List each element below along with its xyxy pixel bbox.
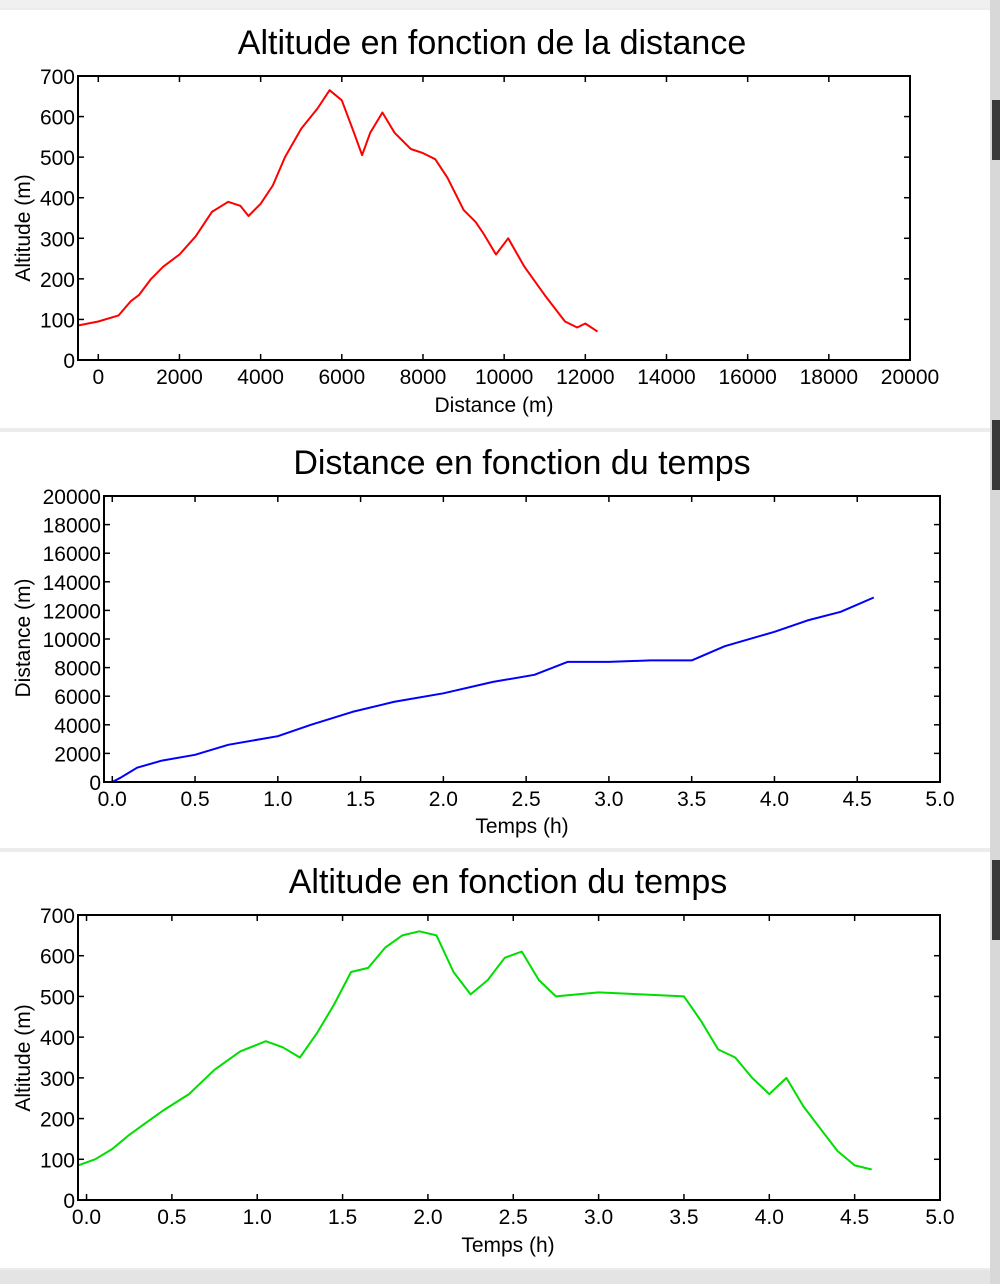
y-tick-label: 200 xyxy=(39,1108,75,1132)
x-tick-label: 2.0 xyxy=(413,1206,443,1229)
y-tick-label: 0 xyxy=(63,1190,75,1213)
chart-panel-altitude-distance xyxy=(0,10,990,428)
plot-frame xyxy=(104,496,940,782)
x-tick-label: 4.5 xyxy=(842,788,872,811)
x-tick-label: 3.0 xyxy=(584,1206,614,1229)
y-tick-label: 18000 xyxy=(42,514,101,538)
top-strip xyxy=(0,0,1000,8)
y-tick-label: 400 xyxy=(39,187,75,211)
plot-frame xyxy=(78,76,910,360)
y-tick-label: 100 xyxy=(39,1149,75,1173)
series-line-altitude xyxy=(78,931,872,1169)
x-tick-label: 0 xyxy=(92,366,105,389)
chart-title: Altitude en fonction du temps xyxy=(288,863,728,901)
scrollbar-segment xyxy=(992,860,1000,940)
x-tick-label: 0.5 xyxy=(180,788,210,811)
x-tick-label: 2000 xyxy=(156,366,203,389)
x-tick-label: 4.0 xyxy=(754,1206,784,1229)
x-tick-label: 1.5 xyxy=(327,1206,358,1229)
bottom-strip xyxy=(0,1270,990,1284)
y-axis-label: Altitude (m) xyxy=(12,1004,35,1112)
x-tick-label: 3.5 xyxy=(669,1206,699,1229)
y-tick-label: 20000 xyxy=(42,486,101,509)
y-tick-label: 10000 xyxy=(42,629,101,652)
x-tick-label: 0.5 xyxy=(157,1206,187,1229)
chart-altitude-time xyxy=(0,852,990,1272)
x-tick-label: 0.0 xyxy=(97,788,127,811)
x-axis-label: Temps (h) xyxy=(461,1234,555,1257)
y-tick-label: 600 xyxy=(39,945,75,969)
x-tick-label: 3.0 xyxy=(594,788,624,811)
x-tick-label: 12000 xyxy=(556,366,615,389)
x-tick-label: 1.0 xyxy=(242,1206,272,1229)
series-line-altitude xyxy=(78,90,598,331)
chart-panel-distance-time xyxy=(0,432,990,848)
chart-title: Distance en fonction du temps xyxy=(293,444,751,482)
series-line-distance xyxy=(112,598,874,783)
y-tick-label: 2000 xyxy=(54,743,101,767)
y-tick-label: 4000 xyxy=(54,714,101,738)
x-tick-label: 18000 xyxy=(799,366,859,389)
y-tick-label: 14000 xyxy=(42,571,101,595)
y-tick-label: 0 xyxy=(89,772,101,795)
x-tick-label: 5.0 xyxy=(925,788,955,811)
x-tick-label: 2.5 xyxy=(498,1206,528,1229)
x-tick-label: 14000 xyxy=(637,366,696,389)
x-tick-label: 4000 xyxy=(237,366,284,389)
y-axis-label: Altitude (m) xyxy=(12,174,35,282)
y-tick-label: 6000 xyxy=(54,686,101,710)
x-tick-label: 10000 xyxy=(474,366,534,389)
chart-distance-time xyxy=(0,432,990,852)
plot-frame xyxy=(78,915,940,1200)
x-axis-label: Temps (h) xyxy=(475,815,569,838)
x-tick-label: 0.0 xyxy=(71,1206,102,1229)
y-tick-label: 16000 xyxy=(42,543,101,567)
y-axis-label: Distance (m) xyxy=(12,578,35,698)
window-scrollbar[interactable] xyxy=(990,0,1000,1284)
y-tick-label: 300 xyxy=(39,228,75,252)
x-tick-label: 5.0 xyxy=(925,1206,955,1229)
x-tick-label: 8000 xyxy=(399,366,447,389)
y-tick-label: 700 xyxy=(39,66,75,89)
x-tick-label: 1.0 xyxy=(263,788,293,811)
x-tick-label: 4.0 xyxy=(759,788,790,811)
y-tick-label: 400 xyxy=(39,1027,75,1051)
chart-panel-altitude-time xyxy=(0,852,990,1268)
x-tick-label: 4.5 xyxy=(840,1206,870,1229)
x-axis-label: Distance (m) xyxy=(434,394,554,417)
x-tick-label: 6000 xyxy=(318,366,366,389)
y-tick-label: 600 xyxy=(39,106,75,130)
x-tick-label: 2.0 xyxy=(428,788,458,811)
y-tick-label: 8000 xyxy=(54,657,101,681)
scrollbar-thumb[interactable] xyxy=(992,100,1000,160)
x-tick-label: 1.5 xyxy=(345,788,376,811)
chart-title: Altitude en fonction de la distance xyxy=(237,24,747,62)
x-tick-label: 2.5 xyxy=(511,788,541,811)
y-tick-label: 12000 xyxy=(42,600,101,624)
x-tick-label: 20000 xyxy=(880,366,940,389)
x-tick-label: 16000 xyxy=(718,366,777,389)
y-tick-label: 500 xyxy=(39,147,75,171)
x-tick-label: 3.5 xyxy=(677,788,707,811)
chart-altitude-distance xyxy=(0,10,990,430)
y-tick-label: 500 xyxy=(39,986,75,1010)
y-tick-label: 300 xyxy=(39,1067,75,1091)
y-tick-label: 700 xyxy=(39,905,75,928)
scrollbar-segment xyxy=(992,420,1000,490)
y-tick-label: 200 xyxy=(39,268,75,292)
y-tick-label: 100 xyxy=(39,309,75,333)
y-tick-label: 0 xyxy=(63,350,75,373)
